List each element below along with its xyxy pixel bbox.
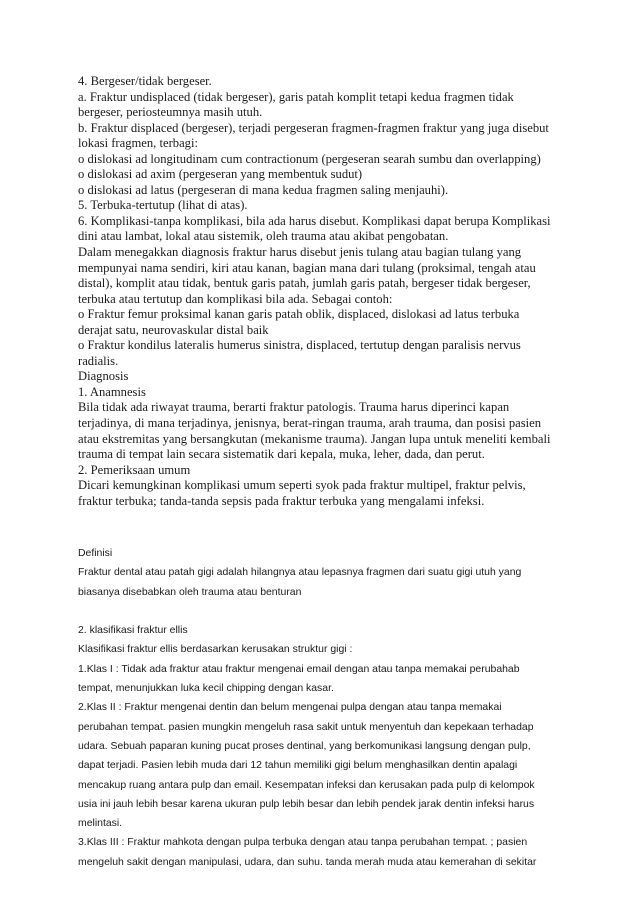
text-line: o Fraktur femur proksimal kanan garis patah oblik, displaced, dislokasi ad latus terbuka (78, 307, 520, 322)
text-line: mempunyai nama sendiri, kiri atau kanan, bagian mana dari tulang (proksimal, tengah atau (78, 260, 536, 275)
text-line: Dalam menegakkan diagnosis fraktur harus disebut jenis tulang atau bagian tulang yang (78, 245, 522, 260)
text-line: trauma di tempat lain secara sistematik dari kepala, muka, leher, dada, dan perut. (78, 447, 485, 462)
text-line: o dislokasi ad longitudinam cum contractionum (pergeseran searah sumbu dan overlapping) (78, 151, 541, 166)
text-line: b. Fraktur displaced (bergeser), terjadi pergeseran fragmen-fragmen fraktur yang juga disebut (78, 120, 549, 135)
text-line: terbuka atau tertutup dan komplikasi bila ada. Sebagai contoh: (78, 291, 393, 306)
text-line: 1.Klas I : Tidak ada fraktur atau fraktur mengenai email dengan atau tanpa memakai perubahab (78, 663, 520, 675)
serif-text-block (78, 74, 578, 509)
text-line: lokasi fragmen, terbagi: (78, 136, 198, 151)
text-line: Definisi (78, 548, 113, 559)
text-line: bergeser, periosteumnya masih utuh. (78, 105, 263, 120)
text-line: Dicari kemungkinan komplikasi umum seperti syok pada fraktur multipel, fraktur pelvis, (78, 478, 526, 493)
text-line: mengeluh sakit dengan manipulasi, udara, dan suhu. tanda merah muda atau kemerahan di sekitar (78, 856, 537, 868)
text-line: a. Fraktur undisplaced (tidak bergeser), garis patah komplit tetapi kedua fragmen tidak (78, 89, 514, 104)
text-line: Bila tidak ada riwayat trauma, berarti fraktur patologis. Trauma harus diperinci kapan (78, 400, 510, 415)
paragraph-gap (78, 602, 578, 621)
text-line: dapat terjadi. Pasien lebih muda dari 12 tahun memiliki gigi belum menghasilkan dentin apalagi (78, 760, 518, 772)
text-line: terjadinya, di mana terjadinya, jenisnya, berat-ringan trauma, arah trauma, dan posisi pasien (78, 416, 541, 431)
text-line: perubahan tempat. pasien mungkin mengeluh rasa sakit untuk menyentuh dan kepekaan terhadap (78, 721, 534, 733)
text-line: Fraktur dental atau patah gigi adalah hilangnya atau lepasnya fragmen dari suatu gigi utuh yang (78, 567, 522, 579)
text-line: biasanya disebabkan oleh trauma atau benturan (78, 586, 302, 598)
text-line: usia ini jauh lebih besar karena ukuran pulp lebih besar dan lebih pendek jarak dentin infeksi harus (78, 798, 535, 810)
text-line: udara. Sebuah paparan kuning pucat proses dentinal, yang berkomunikasi langsung dengan pulp, (78, 740, 531, 752)
text-line: Klasifikasi fraktur ellis berdasarkan kerusakan struktur gigi : (78, 644, 353, 656)
text-line: 2. klasifikasi fraktur ellis (78, 625, 188, 637)
text-line: Diagnosis (78, 369, 129, 384)
text-line: 2. Pemeriksaan umum (78, 462, 191, 477)
text-line: 3.Klas III : Fraktur mahkota dengan pulpa terbuka dengan atau tanpa perubahan tempat. ; pasien (78, 837, 528, 849)
text-line: tempat, menunjukkan luka kecil chipping dengan kasar. (78, 683, 334, 695)
text-line: dini atau lambat, lokal atau sistemik, oleh trauma atau akibat pengobatan. (78, 229, 449, 244)
text-line: 1. Anamnesis (78, 384, 146, 399)
text-line: radialis. (78, 353, 119, 368)
text-line: 4. Bergeser/tidak bergeser. (78, 74, 212, 88)
text-line: 2.Klas II : Fraktur mengenai dentin dan belum mengenai pulpa dengan atau tanpa memakai (78, 702, 502, 714)
text-line: mencakup ruang antara pulp dan email. Kesempatan infeksi dan kerusakan pada pulp di kelompok (78, 779, 535, 791)
text-line: o dislokasi ad latus (pergeseran di mana kedua fragmen saling menjauhi). (78, 182, 449, 197)
text-line: fraktur terbuka; tanda-tanda sepsis pada fraktur terbuka yang mengalami infeksi. (78, 493, 485, 508)
text-line: 5. Terbuka-tertutup (lihat di atas). (78, 198, 248, 213)
text-line: 6. Komplikasi-tanpa komplikasi, bila ada harus disebut. Komplikasi dapat berupa Komplikasi (78, 213, 551, 228)
text-line: derajat satu, neurovaskular distal baik (78, 322, 269, 337)
text-line: o Fraktur kondilus lateralis humerus sinistra, displaced, tertutup dengan paralisis nervus (78, 338, 521, 353)
sans-text-block (78, 544, 578, 872)
text-line: distal), komplit atau tidak, bentuk garis patah, jumlah garis patah, bergeser tidak bergeser, (78, 276, 531, 291)
text-line: atau ekstremitas yang bersangkutan (mekanisme trauma). Jangan lupa untuk meneliti kembali (78, 431, 551, 446)
text-line: o dislokasi ad axim (pergeseran yang membentuk sudut) (78, 167, 363, 182)
text-line: melintasi. (78, 818, 123, 830)
